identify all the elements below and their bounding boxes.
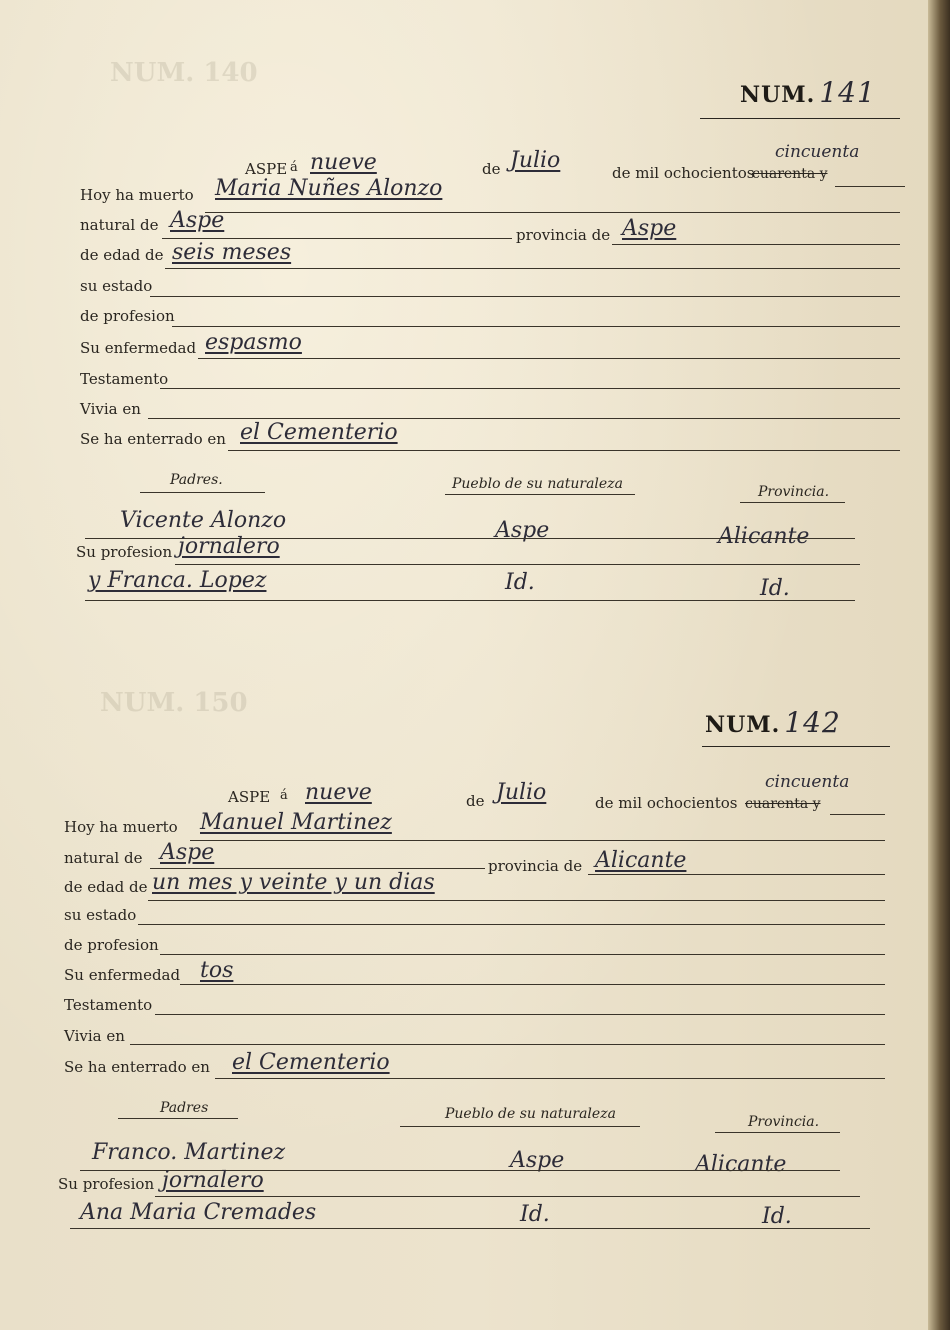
father-provincia: Alicante [718,524,810,549]
bleed-through-text: NUM. 150 [100,688,248,718]
rule [445,494,635,495]
year-printed: de mil ochocientos [612,164,755,182]
father-provincia: Alicante [695,1152,787,1177]
su-profesion-label: Su profesion [76,543,173,561]
padres-header: Padres. [170,472,223,488]
rule [180,984,885,985]
edad-label: de edad de [64,878,148,896]
father-pueblo: Aspe [495,518,550,543]
day-handwritten: nueve [305,780,372,805]
rule [138,924,885,925]
rule [160,954,885,955]
edad-value: un mes y veinte y un dias [152,870,435,895]
rule [215,1078,885,1079]
de-label: de [482,160,501,178]
enfermedad-value: espasmo [205,330,302,355]
day-handwritten: nueve [310,150,377,175]
provincia-label: provincia de [488,857,583,875]
place-label: ASPE [245,160,288,178]
bleed-through-text: NUM. 140 [110,58,258,88]
died-label: Hoy ha muerto [64,818,178,836]
rule [130,1044,885,1045]
mother-pueblo: Id. [505,570,535,595]
mother-name: y Franca. Lopez [88,568,267,593]
rule [740,502,845,503]
enterrado-value: el Cementerio [232,1050,390,1075]
rule [172,326,900,327]
num-label: NUM. [740,82,816,108]
rule [118,1118,238,1119]
num-value: 141 [819,76,876,109]
profesion-label: de profesion [64,936,159,954]
month-handwritten: Julio [496,780,547,805]
deceased-name: Manuel Martinez [200,810,392,835]
provincia-header: Provincia. [748,1114,820,1130]
enfermedad-label: Su enfermedad [64,966,181,984]
rule [165,268,900,269]
rule [148,900,885,901]
rule [150,296,900,297]
provincia-label: provincia de [516,226,611,244]
natural-value: Aspe [170,208,225,233]
year-struck: cuarenta y [752,166,828,182]
father-name: Vicente Alonzo [120,508,287,533]
num-underline [702,746,890,747]
rule [830,814,885,815]
book-spine [928,0,950,1330]
edad-label: de edad de [80,246,164,264]
father-name: Franco. Martinez [92,1140,286,1165]
rule [70,1228,870,1229]
mother-provincia: Id. [762,1204,792,1229]
num-value: 142 [784,706,841,739]
vivia-label: Vivia en [64,1027,125,1045]
estado-label: su estado [80,277,153,295]
rule [400,1126,640,1127]
rule [198,358,900,359]
enfermedad-value: tos [200,958,234,983]
provincia-value: Aspe [622,216,677,241]
rule [140,492,265,493]
pueblo-header: Pueblo de su naturaleza [445,1106,616,1122]
rule [148,418,900,419]
mother-pueblo: Id. [520,1202,550,1227]
mother-name: Ana Maria Cremades [80,1200,317,1225]
preposition: á [290,160,298,175]
provincia-header: Provincia. [758,484,830,500]
rule [150,868,485,869]
year-printed: de mil ochocientos [595,794,738,812]
year-handwritten: cincuenta [775,142,860,162]
month-handwritten: Julio [510,148,561,173]
enfermedad-label: Su enfermedad [80,339,197,357]
padres-header: Padres [160,1100,209,1116]
su-profesion-label: Su profesion [58,1175,155,1193]
testamento-label: Testamento [64,996,153,1014]
natural-label: natural de [80,216,159,234]
preposition: á [280,788,288,803]
father-pueblo: Aspe [510,1148,565,1173]
rule [85,600,855,601]
pueblo-header: Pueblo de su naturaleza [452,476,623,492]
rule [205,212,900,213]
de-label: de [466,792,485,810]
rule [155,1196,860,1197]
rule [835,186,905,187]
su-profesion-value: jornalero [162,1168,264,1193]
rule [155,1014,885,1015]
year-struck: cuarenta y [745,796,821,812]
provincia-value: Alicante [595,848,687,873]
rule [612,244,900,245]
estado-label: su estado [64,906,137,924]
num-label: NUM. [705,712,781,738]
record-number [705,706,841,739]
rule [228,450,900,451]
rule [715,1132,840,1133]
rule [190,840,885,841]
rule [175,564,860,565]
enterrado-value: el Cementerio [240,420,398,445]
enterrado-label: Se ha enterrado en [80,430,226,448]
su-profesion-value: jornalero [178,534,280,559]
deceased-name: Maria Nuñes Alonzo [215,176,443,201]
num-underline [700,118,900,119]
natural-value: Aspe [160,840,215,865]
natural-label: natural de [64,849,143,867]
testamento-label: Testamento [80,370,169,388]
record-number [740,76,876,109]
year-handwritten: cincuenta [765,772,850,792]
profesion-label: de profesion [80,307,175,325]
place-label: ASPE [228,788,271,806]
mother-provincia: Id. [760,576,790,601]
vivia-label: Vivia en [80,400,141,418]
rule [588,874,885,875]
rule [162,238,512,239]
edad-value: seis meses [172,240,292,265]
enterrado-label: Se ha enterrado en [64,1058,210,1076]
rule [160,388,900,389]
died-label: Hoy ha muerto [80,186,194,204]
